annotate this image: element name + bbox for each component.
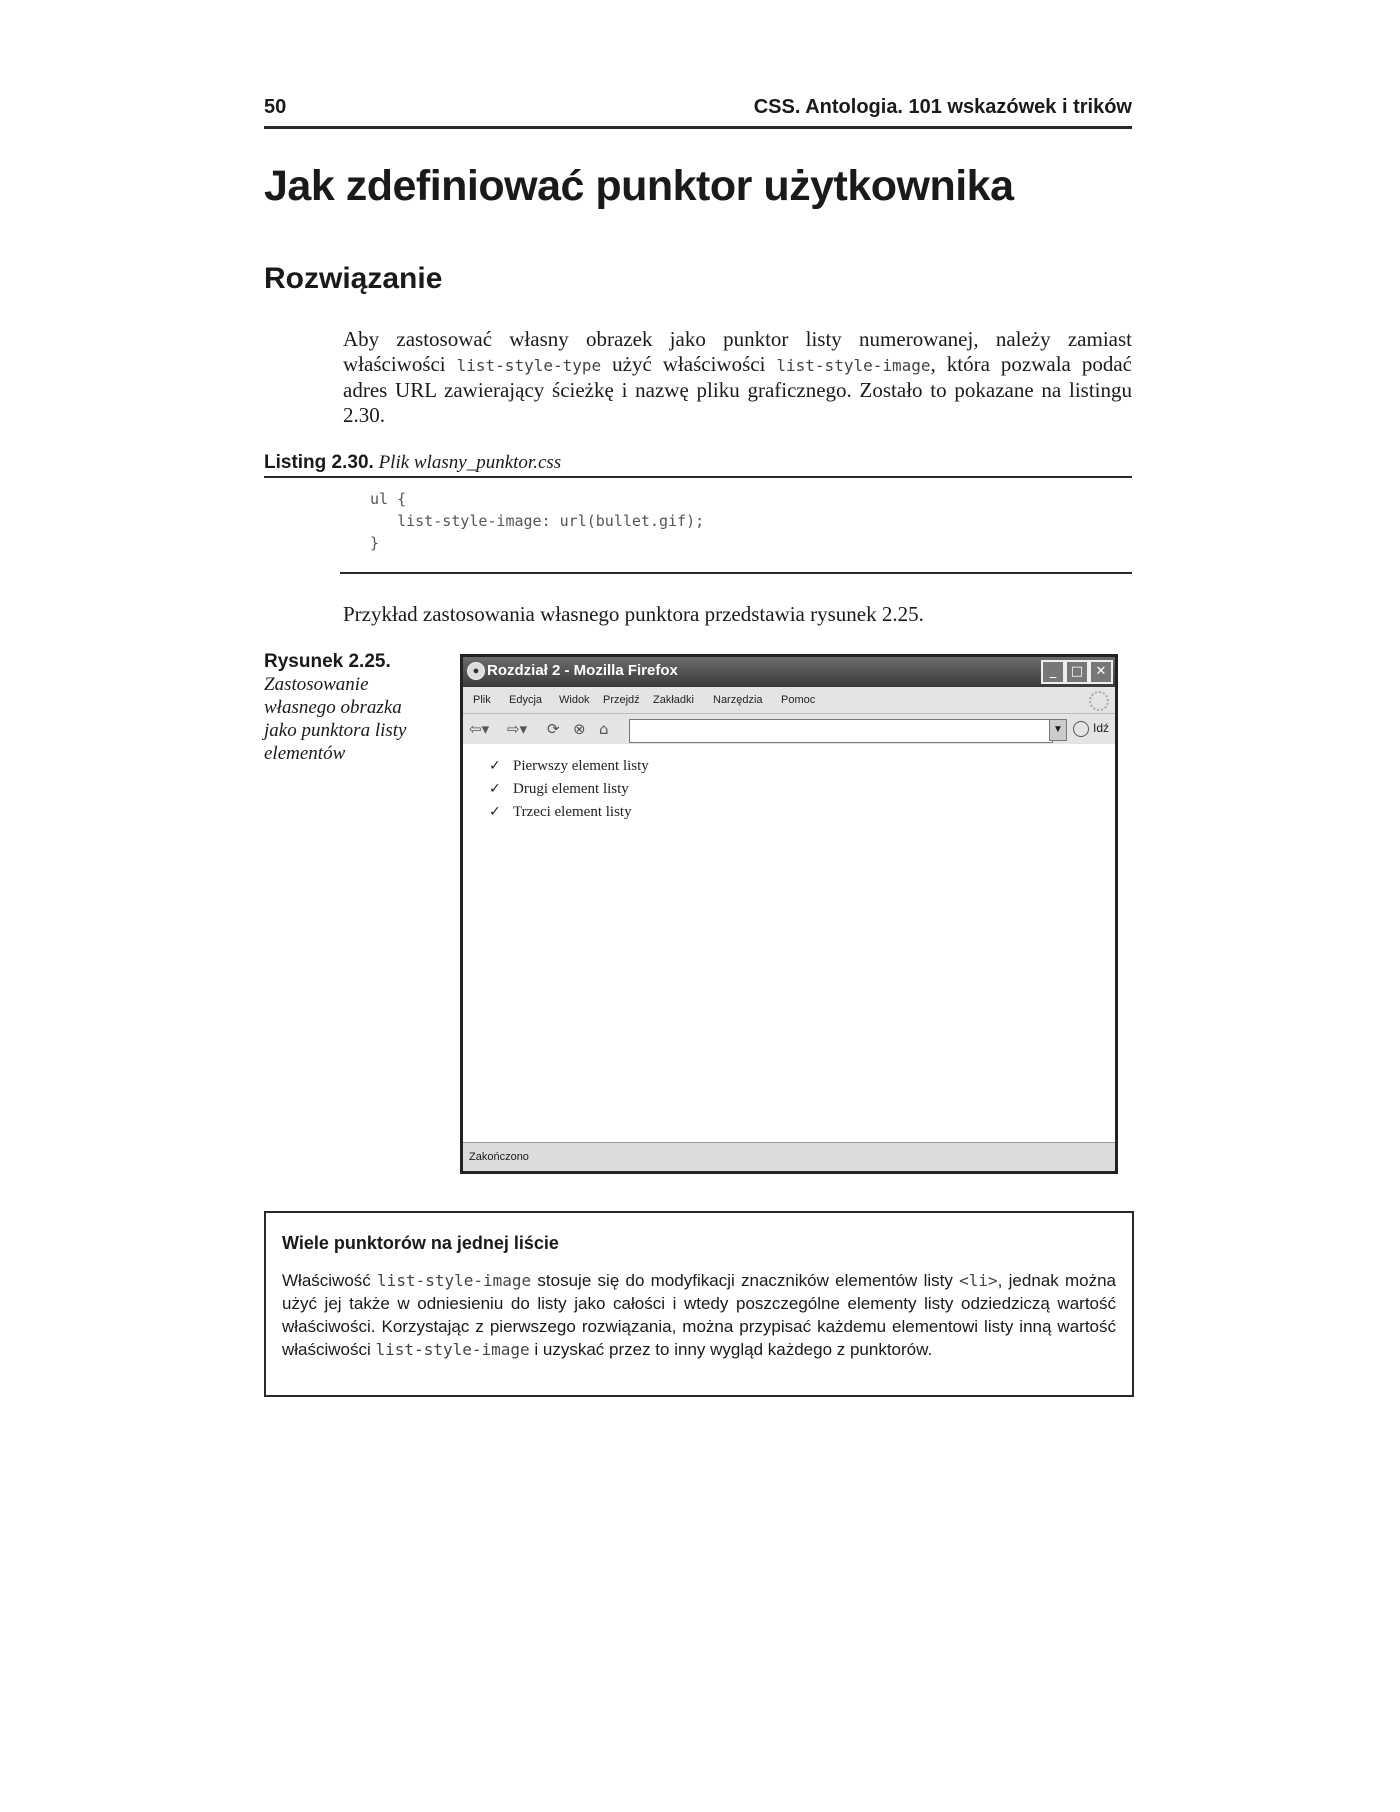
address-bar-input[interactable] [629,719,1053,743]
browser-navbar [463,714,1115,745]
page-number: 50 [264,96,287,118]
list-item [489,781,649,804]
minimize-icon[interactable]: _ [1041,660,1065,684]
code-line: } [370,534,380,552]
stop-icon[interactable]: ⊗ [573,720,586,738]
code-listing [340,490,1132,574]
checkmark-icon: ✓ [489,758,501,774]
throbber-icon [1089,691,1109,711]
menu-item-go[interactable]: Przejdź [603,694,640,706]
browser-window [460,654,1118,1174]
figure-caption [264,650,424,765]
list-item [489,804,649,827]
code-line: ul { [370,490,407,508]
menu-item-bookmarks[interactable]: Zakładki [653,694,694,706]
listing-caption [264,452,1132,478]
list-item-text: Pierwszy element listy [513,758,649,774]
go-button-label[interactable]: Idź [1093,721,1110,735]
checkmark-icon: ✓ [489,781,501,797]
paragraph-text: użyć właściwości [601,352,777,376]
go-icon[interactable] [1073,721,1089,737]
section-title: Rozwiązanie [264,262,443,295]
inline-code: list-style-type [456,356,602,375]
maximize-icon[interactable]: □ [1065,660,1089,684]
checkmark-icon: ✓ [489,804,501,820]
inline-code: list-style-image [377,1271,532,1290]
menu-item-edit[interactable]: Edycja [509,694,543,706]
intro-paragraph [343,327,1132,428]
browser-statusbar [463,1142,1115,1171]
code-line: list-style-image: url(bullet.gif); [370,512,705,530]
paragraph-text: , która pozwala podać adres URL zawierający ścieżkę i nazwę pliku graficznego. Zostało to pokazane na listingu 2.30. [343,352,1132,427]
inline-code: list-style-image [776,356,931,375]
sidebar-note [264,1211,1134,1397]
figure-description: Zastosowanie własnego obrazka jako punktora listy elementów [264,674,407,764]
figure-reference-paragraph: Przykład zastosowania własnego punktora przedstawia rysunek 2.25. [343,602,924,626]
menu-item-file[interactable]: Plik [473,694,491,706]
page-header [264,96,1132,129]
demo-list [489,758,649,827]
forward-icon[interactable]: ⇨▾ [507,720,528,738]
note-text-part: , jednak można użyć jej także w odniesieniu do listy jako całości i wtedy poszczególne elementy listy odziedziczą wartość właściwości. Korzystając z pierwszego rozwiązania, można przypisać każdemu elementowi listy inną wartość właściwości [282,1271,1116,1359]
reload-icon[interactable]: ⟳ [547,720,560,738]
note-text-part: stosuje się do modyfikacji znaczników elementów listy [531,1271,960,1290]
back-icon[interactable]: ⇦▾ [469,720,490,738]
note-text-part: Właściwość [282,1271,378,1290]
listing-label: Listing 2.30. [264,452,374,473]
list-item-text: Trzeci element listy [513,804,632,820]
browser-titlebar[interactable] [463,657,1115,687]
menu-item-tools[interactable]: Narzędzia [713,694,763,706]
figure-label: Rysunek 2.25. [264,651,391,672]
menu-item-view[interactable]: Widok [559,694,590,706]
listing-file: Plik wlasny_punktor.css [378,452,562,473]
browser-title: Rozdział 2 - Mozilla Firefox [487,662,678,679]
note-text [282,1269,1116,1361]
note-text-part: i uzyskać przez to inny wygląd każdego z punktorów. [529,1340,933,1359]
paragraph-text: Aby zastosować własny obrazek jako punktor listy numerowanej, należy zamiast właściwości [343,327,1132,376]
browser-content [463,744,1115,1142]
running-title: CSS. Antologia. 101 wskazówek i trików [753,96,1132,118]
inline-code: list-style-image [375,1340,530,1359]
list-item-text: Drugi element listy [513,781,629,797]
chapter-title: Jak zdefiniować punktor użytkownika [264,162,1014,210]
list-item [489,758,649,781]
home-icon[interactable]: ⌂ [599,720,609,738]
chevron-down-icon[interactable]: ▼ [1049,719,1067,741]
close-icon[interactable]: ✕ [1089,660,1113,684]
firefox-logo-icon: ● [467,662,485,680]
status-text: Zakończono [469,1151,529,1163]
note-title: Wiele punktorów na jednej liście [282,1233,559,1253]
inline-code: <li> [959,1271,998,1290]
browser-menubar [463,687,1115,714]
menu-item-help[interactable]: Pomoc [781,694,816,706]
